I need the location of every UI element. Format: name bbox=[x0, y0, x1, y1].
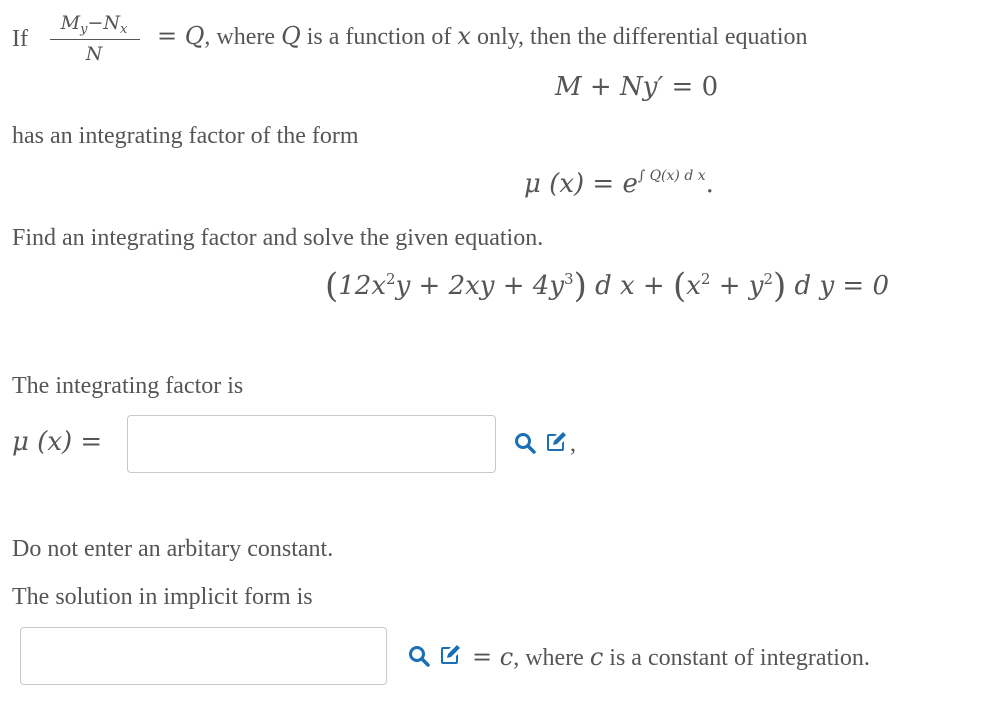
given-equation: $(12x^2y + 2xy + 4y^3)$ d $x + (x^2 + y^2)$ d y = 0 bbox=[325, 266, 890, 306]
mu-exponent: ∫ Q(x) d x bbox=[637, 168, 706, 184]
integrating-factor-input[interactable] bbox=[127, 415, 496, 473]
edit-icon[interactable] bbox=[544, 430, 568, 454]
comma: , bbox=[570, 431, 576, 457]
solution-tail: = c, where c is a constant of integration. bbox=[472, 643, 870, 671]
integrating-factor-form-text: has an integrating factor of the form bbox=[12, 123, 359, 149]
fraction-bar bbox=[50, 39, 140, 40]
integrating-factor-label: The integrating factor is bbox=[12, 373, 244, 399]
mu-label: μ (x) = bbox=[12, 427, 103, 457]
mu-formula: μ $(x) = e^{\int Q(x) d x}$. bbox=[524, 168, 714, 199]
fraction-denominator: N bbox=[85, 43, 103, 65]
intro-text: = Q, where Q is a function of x only, then the differential equation bbox=[157, 22, 808, 50]
differential-equation: M + Ny′ = 0 bbox=[555, 72, 719, 102]
solution-input[interactable] bbox=[20, 627, 387, 685]
if-word: If bbox=[12, 26, 28, 52]
search-icon[interactable] bbox=[513, 431, 537, 455]
solution-label: The solution in implicit form is bbox=[12, 584, 313, 610]
fraction-numerator: $M_y-N_x$ bbox=[60, 12, 128, 37]
search-icon-2[interactable] bbox=[407, 644, 431, 668]
instruction-text: Find an integrating factor and solve the given equation. bbox=[12, 225, 544, 251]
edit-icon-2[interactable] bbox=[438, 643, 462, 667]
no-constant-note: Do not enter an arbitary constant. bbox=[12, 536, 334, 562]
